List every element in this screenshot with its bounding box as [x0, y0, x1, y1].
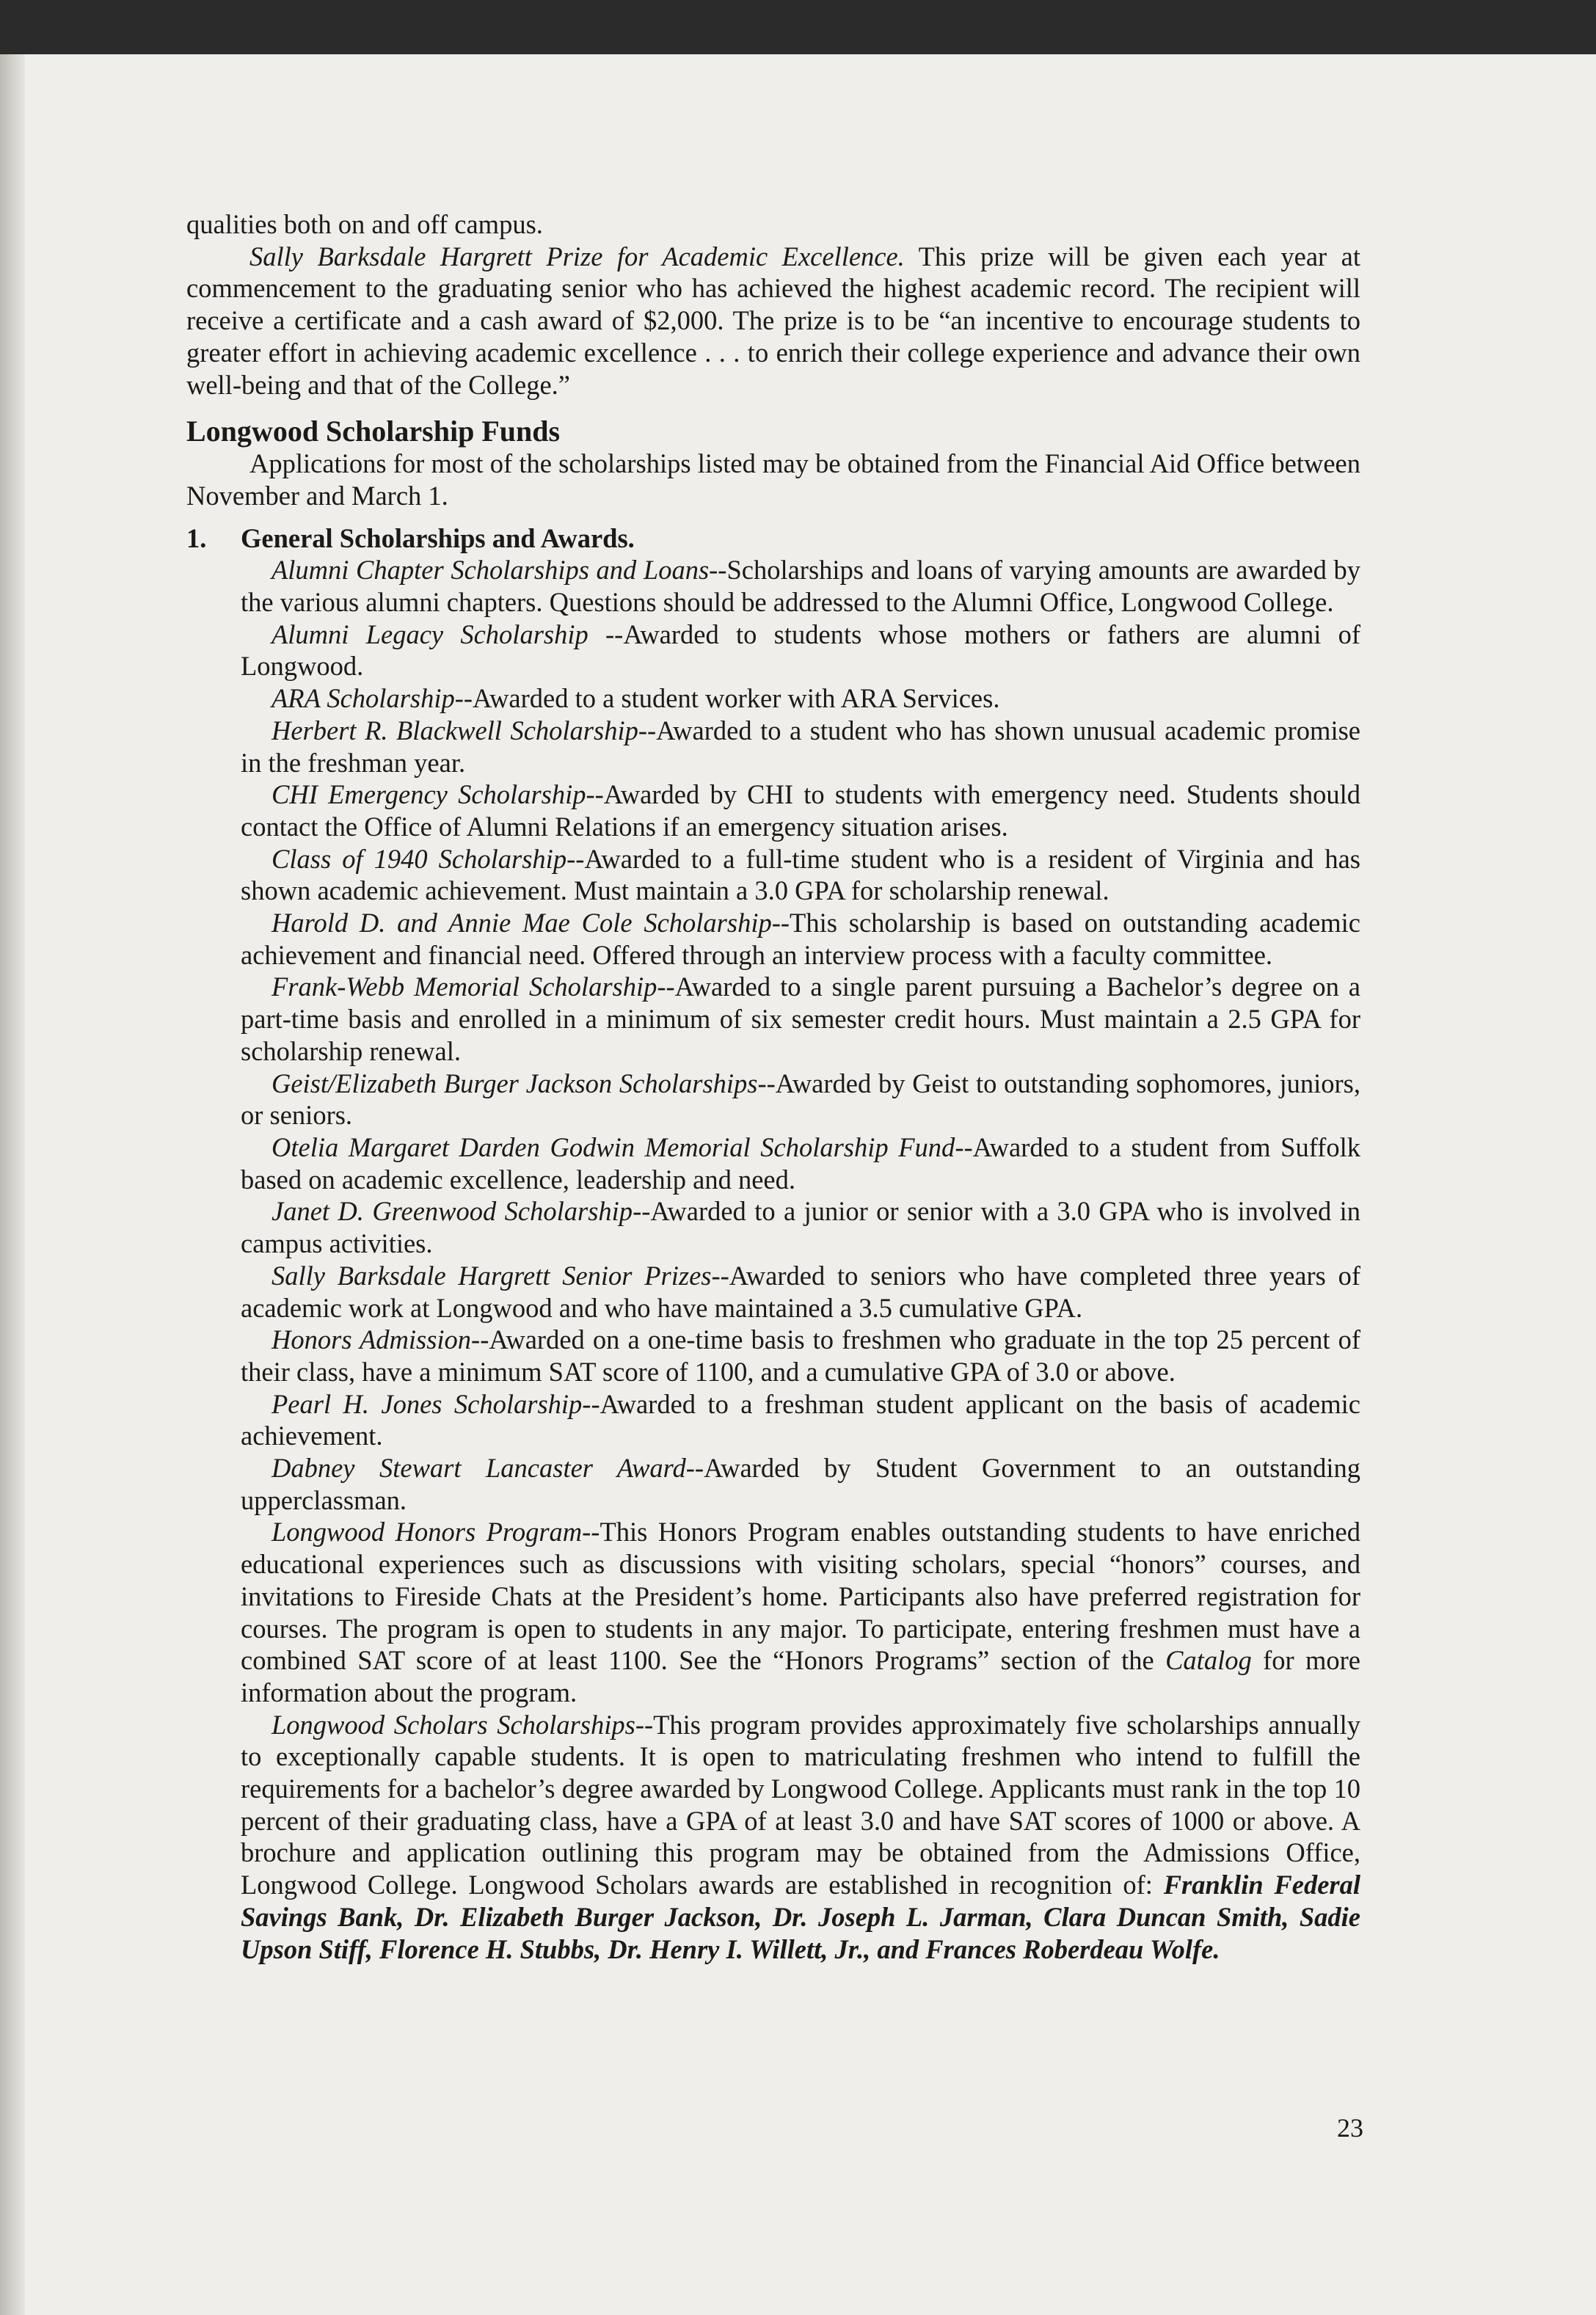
section-description: Applications for most of the scholarships listed may be obtained from the Financial Aid Office between November and March 1. [186, 448, 1360, 511]
subsection-number: 1. [186, 522, 207, 553]
scholarship-title: CHI Emergency Scholarship [272, 779, 586, 810]
scholarship-entry [241, 1388, 1360, 1452]
scholarship-entry [241, 907, 1360, 971]
scholarship-title: Harold D. and Annie Mae Cole Scholarship [272, 908, 772, 938]
scholarship-entry [241, 1131, 1360, 1195]
honors-program-entry [241, 1516, 1360, 1708]
scholarship-description: --Awarded to seniors who have completed three years of academic work at Longwood and who have maintained a 3.5 cumulative GPA. [241, 1260, 1360, 1323]
scholarship-description: --Awarded to a student worker with ARA Services. [454, 683, 1000, 714]
scholarship-entry [241, 715, 1360, 779]
scholarship-title: Otelia Margaret Darden Godwin Memorial Scholarship Fund [272, 1131, 955, 1162]
scholars-title: Longwood Scholars Scholarships [272, 1709, 635, 1740]
continuation-text: qualities both on and off campus. [186, 209, 543, 239]
honors-program-text-end: for more information about the program. [241, 1645, 1360, 1707]
scholarship-entry [241, 779, 1360, 842]
scholars-entry [241, 1709, 1360, 1966]
catalog-reference: Catalog [1165, 1645, 1252, 1676]
scholarship-entry [241, 1260, 1360, 1324]
scholarship-title: Alumni Legacy Scholarship [272, 619, 589, 649]
section-heading: Longwood Scholarship Funds [186, 415, 561, 448]
scholarship-title: Sally Barksdale Hargrett Senior Prizes [272, 1260, 712, 1291]
scholars-text: --This program provides approximately five scholarships annually to exceptionally capable students. It is open to matriculating freshmen who intend to fulfill the requirements for a bachelor’s degree awarded by Longwood College. Applicants must rank in the top 10 percent of their graduating class, have a GPA of at least 3.0 and have SAT scores of 1000 or above. A brochure and application outlining this program may be obtained from the Admissions Office, Longwood College. Longwood Scholars awards are established in recognition of: [241, 1709, 1360, 1900]
scholarship-entry [241, 682, 1360, 715]
honors-program-title: Longwood Honors Program [272, 1517, 583, 1547]
subsection-title: General Scholarships and Awards. [241, 522, 635, 553]
scholarship-title: Alumni Chapter Scholarships and Loans [272, 555, 710, 586]
scholarship-description: --Scholarships and loans of varying amounts are awarded by the various alumni chapters. Questions should be addressed to the Alumni Office, Longwood College. [241, 555, 1360, 618]
page-content [186, 208, 1360, 1965]
scholarship-list [241, 554, 1360, 1965]
subsection-heading [186, 522, 1360, 555]
scholarship-entry [241, 1452, 1360, 1516]
scholarship-description: --Awarded to students whose mothers or fathers are alumni of Longwood. [241, 619, 1360, 682]
scholarship-title: Dabney Stewart Lancaster Award [272, 1453, 686, 1484]
scholarship-title: ARA Scholarship [272, 683, 455, 714]
scholarship-entry [241, 971, 1360, 1067]
scholarship-description: --Awarded by Student Government to an outstanding upperclassman. [241, 1453, 1360, 1515]
scholarship-title: Geist/Elizabeth Burger Jackson Scholarships [272, 1068, 758, 1098]
scholarship-title: Pearl H. Jones Scholarship [272, 1388, 583, 1419]
scholarship-title: Honors Admission [272, 1324, 472, 1355]
book-spine-shadow [0, 54, 25, 2315]
scholarship-description: --Awarded on a one-time basis to freshmen who graduate in the top 25 percent of their class, have a minimum SAT score of 1100, and a cumulative GPA of 3.0 or above. [241, 1324, 1360, 1387]
prize-title: Sally Barksdale Hargrett Prize for Academic Excellence. [249, 241, 905, 271]
scholarship-entry [241, 1324, 1360, 1388]
scholarship-description: --Awarded to a single parent pursuing a Bachelor’s degree on a part-time basis and enrolled in a minimum of six semester credit hours. Must maintain a 2.5 GPA for scholarship renewal. [241, 971, 1361, 1066]
scholarship-description: --Awarded by Geist to outstanding sophomores, juniors, or seniors. [241, 1068, 1361, 1131]
scholarship-entry [241, 554, 1360, 618]
scholarship-entry [241, 1068, 1360, 1131]
scholarship-title: Herbert R. Blackwell Scholarship [272, 715, 638, 745]
scholarship-description: --Awarded by CHI to students with emergency need. Students should contact the Office of Alumni Relations if an emergency situation arises. [241, 779, 1361, 842]
scholarship-description: --Awarded to a student who has shown unusual academic promise in the freshman year. [241, 715, 1360, 778]
scholarship-entry [241, 1195, 1360, 1259]
scholarship-description: --Awarded to a full-time student who is a resident of Virginia and has shown academic achievement. Must maintain a 3.0 GPA for scholarship renewal. [241, 843, 1360, 906]
scholarship-description: --Awarded to a freshman student applicant on the basis of academic achievement. [241, 1388, 1360, 1451]
scholarship-entry [241, 843, 1360, 907]
scholarship-entry [241, 619, 1360, 682]
prize-paragraph [186, 241, 1360, 401]
scholarship-description: --Awarded to a student from Suffolk based on academic excellence, leadership and need. [241, 1131, 1360, 1195]
scholars-honorees: Franklin Federal Savings Bank, Dr. Elizabeth Burger Jackson, Dr. Joseph L. Jarman, Clara Duncan Smith, Sadie Upson Stiff, Florence H. Stubbs, Dr. Henry I. Willett, Jr., and Frances Roberdeau Wolfe. [241, 1870, 1361, 1964]
scholarship-title: Janet D. Greenwood Scholarship [272, 1196, 633, 1227]
scholarship-title: Frank-Webb Memorial Scholarship [272, 971, 657, 1002]
prize-text: This prize will be given each year at commencement to the graduating senior who has achieved the highest academic record. The recipient will receive a certificate and a cash award of $2,000. The prize is to be “an incentive to encourage students to greater effort in achieving academic excellence . . . to enrich their college experience and advance their own well-being and that of the College.” [186, 241, 1360, 400]
scholarship-description: --This scholarship is based on outstanding academic achievement and financial need. Offered through an interview process with a faculty committee. [241, 908, 1361, 970]
scholarship-title: Class of 1940 Scholarship [272, 843, 567, 874]
honors-program-text: --This Honors Program enables outstanding students to have enriched educational experiences such as discussions with visiting scholars, special “honors” courses, and invitations to Fireside Chats at the President’s home. Participants also have preferred registration for courses. The program is open to students in any major. To participate, entering freshmen must have a combined SAT score of at least 1100. See the “Honors Programs” section of the [241, 1517, 1360, 1676]
scholarship-description: --Awarded to a junior or senior with a 3.0 GPA who is involved in campus activities. [241, 1196, 1360, 1259]
page-number: 23 [1337, 2113, 1363, 2143]
